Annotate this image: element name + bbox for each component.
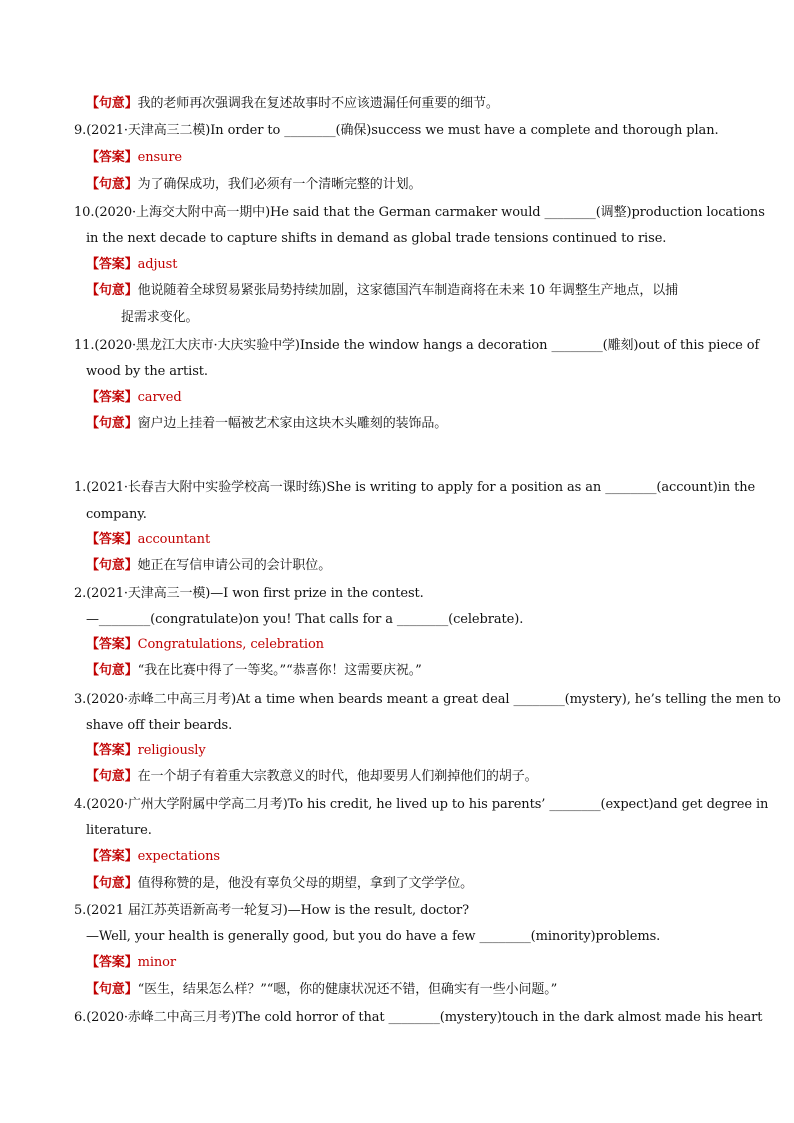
meaning-tag: 【句意】 <box>86 416 138 431</box>
question-9: 9.(2021·天津高三二模)In order to ________(确保)success we must have a complete and thorough plan. <box>74 123 719 138</box>
meaning-tag: 【句意】 <box>86 558 138 573</box>
meaning-tag: 【句意】 <box>86 283 138 298</box>
answer-text: accountant <box>137 532 211 547</box>
meaning-text: 为了确保成功，我们必须有一个清晰完整的计划。 <box>137 177 422 192</box>
answer-b5 <box>86 955 724 971</box>
answer-tag: 【答案】 <box>86 849 138 864</box>
answer-tag: 【答案】 <box>86 637 138 652</box>
meaning-text: 在一个胡子有着重大宗教意义的时代，他却要男人们剃掉他们的胡子。 <box>137 769 538 784</box>
sentence-meaning-b5 <box>86 982 724 998</box>
question-10-cont: in the next decade to capture shifts in demand as global trade tensions continued to rise. <box>86 231 667 246</box>
meaning-tag: 【句意】 <box>86 96 138 111</box>
answer-text: religiously <box>137 743 206 758</box>
answer-tag: 【答案】 <box>86 743 138 758</box>
answer-tag: 【答案】 <box>86 390 138 405</box>
answer-b3 <box>86 743 724 759</box>
meaning-text: “医生，结果怎么样？”“嗯，你的健康状况还不错，但确实有一些小问题。” <box>137 982 558 997</box>
answer-text: adjust <box>137 257 178 272</box>
meaning-text: 他说随着全球贸易紧张局势持续加剧，这家德国汽车制造商将在未来 10 年调整生产地点，以捕 <box>137 283 679 298</box>
meaning-tag: 【句意】 <box>86 769 138 784</box>
answer-11 <box>86 390 724 406</box>
answer-b4 <box>86 849 724 865</box>
sentence-meaning-b4 <box>86 876 724 892</box>
sentence-meaning-8 <box>86 96 724 112</box>
answer-tag: 【答案】 <box>86 532 138 547</box>
question-b3: 3.(2020·赤峰二中高三月考)At a time when beards meant a great deal ________(mystery), he’s telling the men to <box>74 692 781 707</box>
sentence-meaning-10 <box>86 283 724 299</box>
answer-text: ensure <box>137 150 183 165</box>
question-b6: 6.(2020·赤峰二中高三月考)The cold horror of that ________(mystery)touch in the dark almost made his heart <box>74 1010 763 1025</box>
question-b1: 1.(2021·长春吉大附中实验学校高一课时练)She is writing to apply for a position as an ________(account)in the <box>74 480 756 495</box>
answer-10 <box>86 257 724 273</box>
answer-text: expectations <box>137 849 220 864</box>
meaning-text: 她正在写信申请公司的会计职位。 <box>137 558 332 573</box>
sentence-meaning-11 <box>86 416 724 432</box>
question-b2-cont: —________(congratulate)on you! That calls for a ________(celebrate). <box>86 612 524 627</box>
question-11: 11.(2020·黑龙江大庆市·大庆实验中学)Inside the window hangs a decoration ________(雕刻)out of this piece of <box>74 338 760 353</box>
question-b5: 5.(2021 届江苏英语新高考一轮复习)—How is the result, doctor? <box>74 903 470 918</box>
answer-tag: 【答案】 <box>86 955 138 970</box>
sentence-meaning-10-cont: 捉需求变化。 <box>121 310 199 325</box>
answer-tag: 【答案】 <box>86 257 138 272</box>
meaning-tag: 【句意】 <box>86 876 138 891</box>
answer-text: carved <box>137 390 182 405</box>
meaning-tag: 【句意】 <box>86 663 138 678</box>
sentence-meaning-b2 <box>86 663 724 679</box>
answer-text: minor <box>137 955 177 970</box>
question-11-cont: wood by the artist. <box>86 364 208 379</box>
question-b3-cont: shave off their beards. <box>86 718 233 733</box>
meaning-text: 窗户边上挂着一幅被艺术家由这块木头雕刻的装饰品。 <box>137 416 448 431</box>
meaning-text: “我在比赛中得了一等奖。”“恭喜你！这需要庆祝。” <box>137 663 422 678</box>
answer-b1 <box>86 532 724 548</box>
question-b5-cont: —Well, your health is generally good, but you do have a few ________(minority)problems. <box>86 929 661 944</box>
question-b4-cont: literature. <box>86 823 152 838</box>
meaning-tag: 【句意】 <box>86 177 138 192</box>
sentence-meaning-9 <box>86 177 724 193</box>
meaning-text: 我的老师再次强调我在复述故事时不应该遗漏任何重要的细节。 <box>137 96 499 111</box>
answer-tag: 【答案】 <box>86 150 138 165</box>
answer-b2 <box>86 637 724 653</box>
answer-text: Congratulations, celebration <box>137 637 324 652</box>
answer-9 <box>86 150 724 166</box>
question-10: 10.(2020·上海交大附中高一期中)He said that the German carmaker would ________(调整)production locations <box>74 205 765 220</box>
meaning-tag: 【句意】 <box>86 982 138 997</box>
sentence-meaning-b3 <box>86 769 724 785</box>
question-b4: 4.(2020·广州大学附属中学高二月考)To his credit, he lived up to his parents’ ________(expect)and get degree in <box>74 797 769 812</box>
question-b1-cont: company. <box>86 507 147 522</box>
sentence-meaning-b1 <box>86 558 724 574</box>
question-b2: 2.(2021·天津高三一模)—I won first prize in the contest. <box>74 586 424 601</box>
meaning-text: 值得称赞的是，他没有辜负父母的期望，拿到了文学学位。 <box>137 876 474 891</box>
